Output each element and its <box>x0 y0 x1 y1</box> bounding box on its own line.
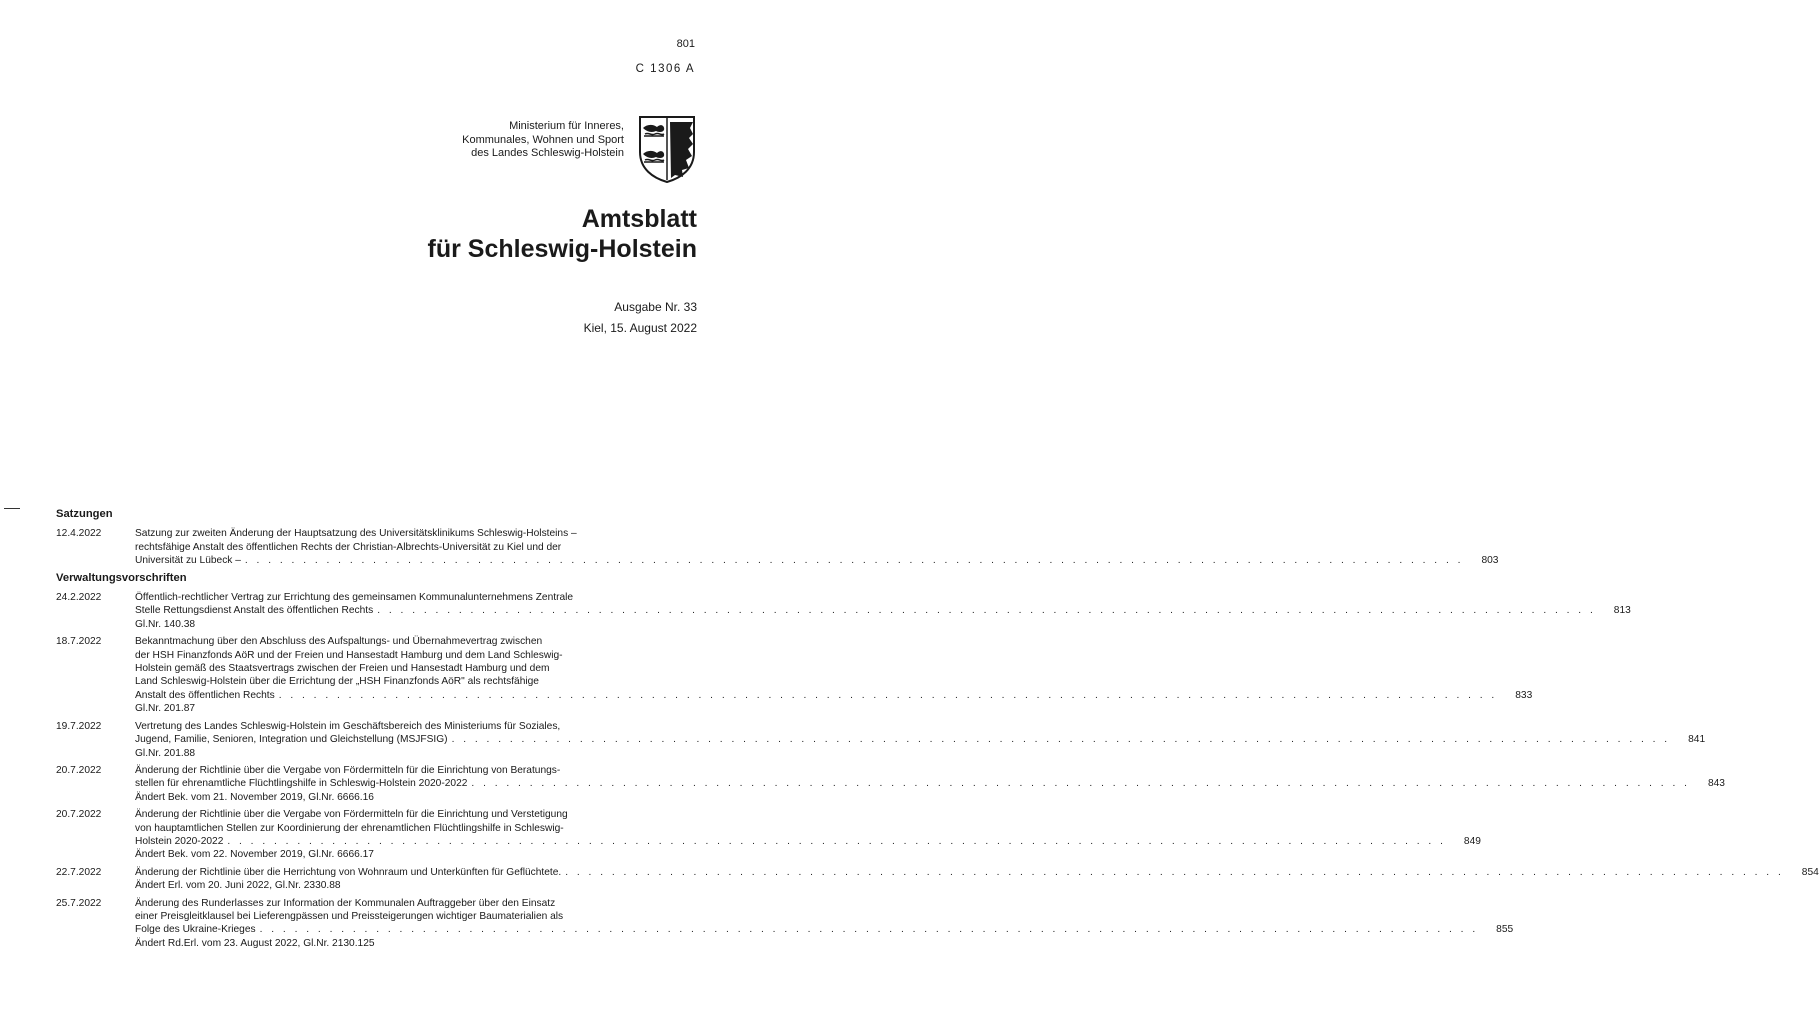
entry-text-line: Anstalt des öffentlichen Rechts <box>135 689 275 701</box>
entry-text-line: Holstein 2020-2022 <box>135 835 224 847</box>
issue-date: Kiel, 15. August 2022 <box>583 321 697 335</box>
entry-text-line: Änderung der Richtlinie über die Vergabe von Fördermitteln für die Einrichtung und Verstetigung <box>135 809 568 821</box>
entry-content <box>135 764 1725 804</box>
entry-page-number[interactable]: 855 <box>1496 924 1514 936</box>
fold-mark <box>4 508 20 509</box>
entry-page-number[interactable]: 854 <box>1801 866 1819 878</box>
table-of-contents <box>56 506 1819 954</box>
entry-text-line: Universität zu Lübeck – <box>135 555 241 567</box>
entry-date: 25.7.2022 <box>56 897 102 909</box>
entry-text-line: Änderung der Richtlinie über die Herrichtung von Wohnraum und Unterkünften für Geflüchtete. <box>135 866 562 878</box>
toc-entry <box>56 897 1514 951</box>
entry-page-number[interactable]: 813 <box>1613 605 1631 617</box>
entry-reference: Ändert Erl. vom 20. Juni 2022, Gl.Nr. 2330.88 <box>135 880 341 892</box>
toc-entry <box>56 808 1481 862</box>
dot-leader <box>227 835 1446 848</box>
entry-text-line: der HSH Finanzfonds AöR und der Freien und Hansestadt Hamburg und dem Land Schleswig- <box>135 649 563 661</box>
toc-entry <box>56 720 1706 760</box>
entry-text-line: Holstein gemäß des Staatsvertrags zwischen der Freien und Hansestadt Hamburg und dem <box>135 663 550 675</box>
toc-entry <box>56 527 1499 567</box>
entry-text-line: Bekanntmachung über den Abschluss des Aufspaltungs- und Übernahmevertrag zwischen <box>135 636 543 648</box>
entry-page-number[interactable]: 833 <box>1515 689 1533 701</box>
entry-reference: Ändert Rd.Erl. vom 23. August 2022, Gl.Nr. 2130.125 <box>135 937 375 949</box>
gazette-title-line: für Schleswig-Holstein <box>427 235 697 263</box>
entry-content <box>135 866 1819 893</box>
entry-content <box>135 591 1631 631</box>
entry-text-line: rechtsfähige Anstalt des öffentlichen Rechts der Christian-Albrechts-Universität zu Kiel und der <box>135 541 562 553</box>
ministry-line: Kommunales, Wohnen und Sport <box>462 133 624 146</box>
entry-reference: Gl.Nr. 201.88 <box>135 747 196 759</box>
entry-text-line: Jugend, Familie, Senioren, Integration und Gleichstellung (MSJFSIG) <box>135 734 448 746</box>
issue-number: Ausgabe Nr. 33 <box>614 300 697 314</box>
gazette-title-line: Amtsblatt <box>581 205 697 233</box>
toc-entry <box>56 635 1533 715</box>
entry-text-line: Satzung zur zweiten Änderung der Hauptsatzung des Universitätsklinikums Schleswig-Holsteins – <box>135 528 577 540</box>
entry-text-line: von hauptamtlichen Stellen zur Koordinierung der ehrenamtlichen Flüchtlingshilfe in Schleswig- <box>135 822 564 834</box>
entry-leader-line <box>135 777 1695 790</box>
entry-text-line: Öffentlich-rechtlicher Vertrag zur Errichtung des gemeinsamen Kommunalunternehmens Zentrale <box>135 592 574 604</box>
entry-leader-line <box>135 689 1502 702</box>
entry-content <box>135 720 1705 760</box>
page-number: 801 <box>676 38 695 50</box>
dot-leader <box>260 923 1479 936</box>
section-title: Verwaltungsvorschriften <box>56 571 187 584</box>
entry-text-line: Folge des Ukraine-Krieges <box>135 924 256 936</box>
entry-date: 19.7.2022 <box>56 720 102 732</box>
dot-leader <box>279 689 1498 702</box>
entry-reference: Ändert Bek. vom 22. November 2019, Gl.Nr. 6666.17 <box>135 849 374 861</box>
section-title: Satzungen <box>56 508 113 520</box>
entry-content <box>135 808 1481 862</box>
publication-code: C 1306 A <box>635 63 695 75</box>
entry-text-line: Änderung des Runderlasses zur Information der Kommunalen Auftraggeber über den Einsatz <box>135 897 556 909</box>
entry-leader-line <box>135 554 1468 567</box>
toc-entry <box>56 866 1819 893</box>
entry-page-number[interactable]: 803 <box>1481 555 1499 567</box>
entry-leader-line <box>135 866 1789 879</box>
entry-text-line: stellen für ehrenamtliche Flüchtlingshilfe in Schleswig-Holstein 2020-2022 <box>135 778 468 790</box>
entry-leader-line <box>135 923 1483 936</box>
dot-leader <box>377 604 1596 617</box>
entry-leader-line <box>135 835 1451 848</box>
entry-leader-line <box>135 733 1675 746</box>
entry-content <box>135 527 1498 567</box>
entry-leader-line <box>135 604 1601 617</box>
entry-date: 22.7.2022 <box>56 866 102 878</box>
entry-reference: Gl.Nr. 201.87 <box>135 703 196 715</box>
issue-info <box>584 297 697 339</box>
gazette-title <box>428 204 697 264</box>
schleswig-holstein-coat-of-arms-icon <box>637 114 697 184</box>
entry-date: 20.7.2022 <box>56 764 102 776</box>
entry-reference: Ändert Bek. vom 21. November 2019, Gl.Nr. 6666.16 <box>135 791 374 803</box>
toc-entry <box>56 591 1631 631</box>
entry-page-number[interactable]: 843 <box>1707 778 1725 790</box>
entry-text-line: Vertretung des Landes Schleswig-Holstein im Geschäftsbereich des Ministeriums für Soziales, <box>135 720 561 732</box>
dot-leader <box>452 733 1671 746</box>
entry-date: 24.2.2022 <box>56 592 102 604</box>
entry-page-number[interactable]: 849 <box>1463 835 1481 847</box>
entry-page-number[interactable]: 841 <box>1688 734 1706 746</box>
entry-reference: Gl.Nr. 140.38 <box>135 618 196 630</box>
ministry-name <box>364 120 624 161</box>
entry-date: 20.7.2022 <box>56 809 102 821</box>
ministry-line: Ministerium für Inneres, <box>509 120 624 132</box>
entry-content <box>135 635 1532 715</box>
entry-date: 12.4.2022 <box>56 528 102 540</box>
entry-text-line: Stelle Rettungsdienst Anstalt des öffentlichen Rechts <box>135 605 374 617</box>
dot-leader <box>245 554 1464 567</box>
entry-content <box>135 897 1513 951</box>
entry-text-line: Änderung der Richtlinie über die Vergabe von Fördermitteln für die Einrichtung von Beratungs- <box>135 764 561 776</box>
dot-leader <box>471 777 1690 790</box>
toc-entry <box>56 764 1725 804</box>
ministry-line: des Landes Schleswig-Holstein <box>471 147 624 159</box>
entry-text-line: einer Preisgleitklausel bei Lieferengpässen und Preissteigerungen wichtiger Baumaterialien als <box>135 910 564 922</box>
entry-text-line: Land Schleswig-Holstein über die Errichtung der „HSH Finanzfonds AöR" als rechtsfähige <box>135 676 539 688</box>
entry-date: 18.7.2022 <box>56 636 102 648</box>
dot-leader <box>565 866 1784 879</box>
